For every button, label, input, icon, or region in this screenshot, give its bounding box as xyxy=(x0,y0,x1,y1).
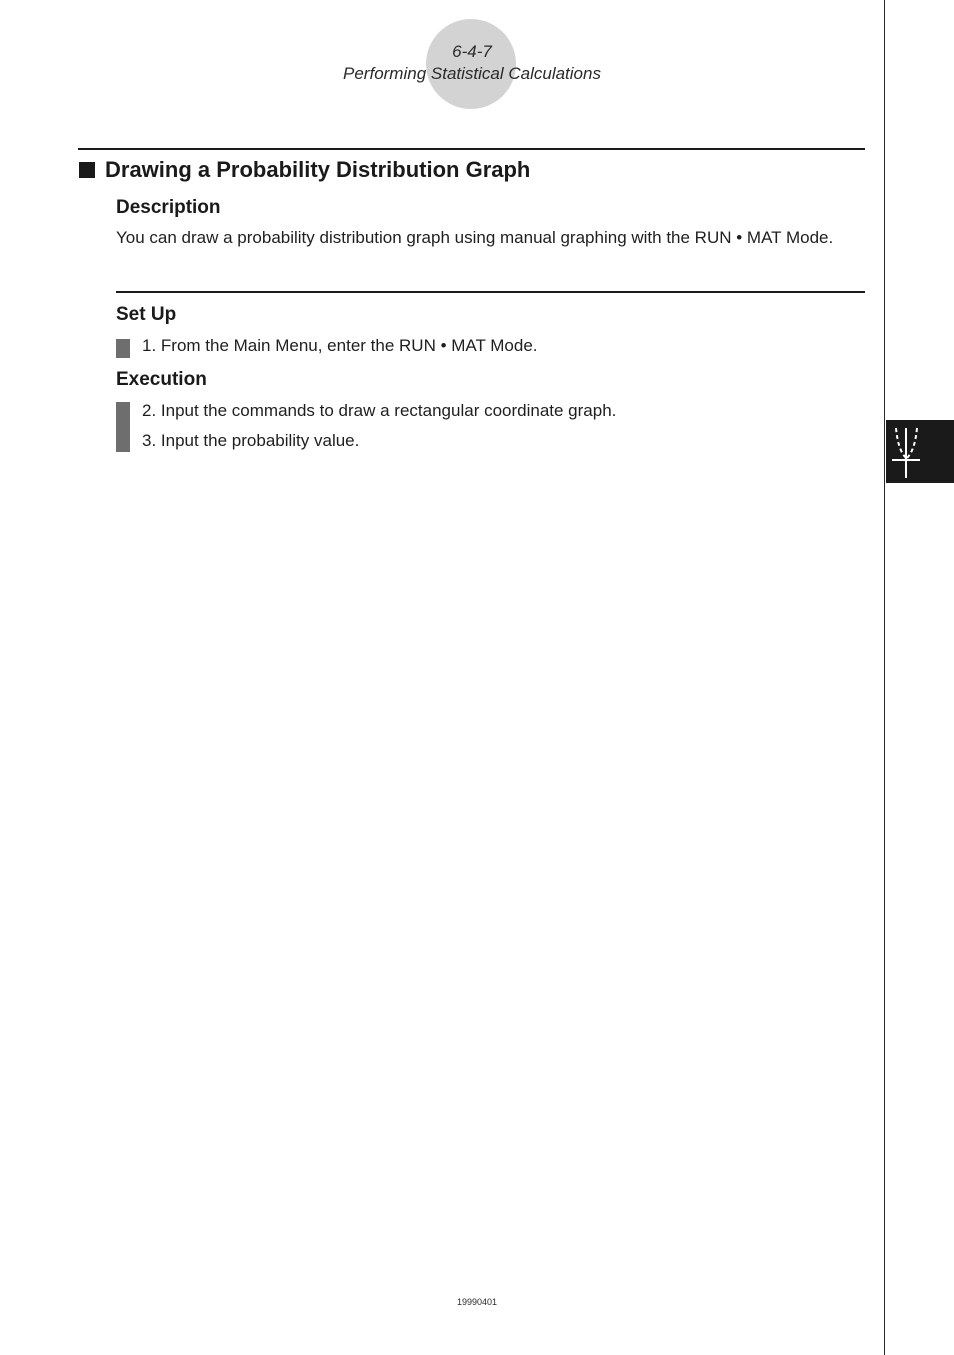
section-top-rule xyxy=(78,148,865,150)
page-edge-rule xyxy=(884,0,885,1355)
section-bullet-square-icon xyxy=(79,162,95,178)
section-heading: Drawing a Probability Distribution Graph xyxy=(105,157,531,182)
execution-step-bar xyxy=(116,402,130,452)
execution-step-3: 3. Input the probability value. xyxy=(142,431,360,450)
setup-step-1: 1. From the Main Menu, enter the RUN • MAT Mode. xyxy=(142,336,538,355)
chapter-title: Performing Statistical Calculations xyxy=(343,64,601,83)
setup-top-rule xyxy=(116,291,865,293)
execution-step-2: 2. Input the commands to draw a rectangular coordinate graph. xyxy=(142,401,617,420)
execution-heading: Execution xyxy=(116,369,207,390)
setup-step-bar xyxy=(116,339,130,358)
chapter-side-tab xyxy=(886,420,954,483)
footer-code: 19990401 xyxy=(456,1297,498,1307)
statistics-chapter-icon xyxy=(886,420,954,483)
description-text: You can draw a probability distribution graph using manual graphing with the RUN • MAT Mode. xyxy=(116,228,834,247)
setup-heading: Set Up xyxy=(116,304,177,325)
description-heading: Description xyxy=(116,197,221,218)
page-number: 6-4-7 xyxy=(452,42,492,61)
